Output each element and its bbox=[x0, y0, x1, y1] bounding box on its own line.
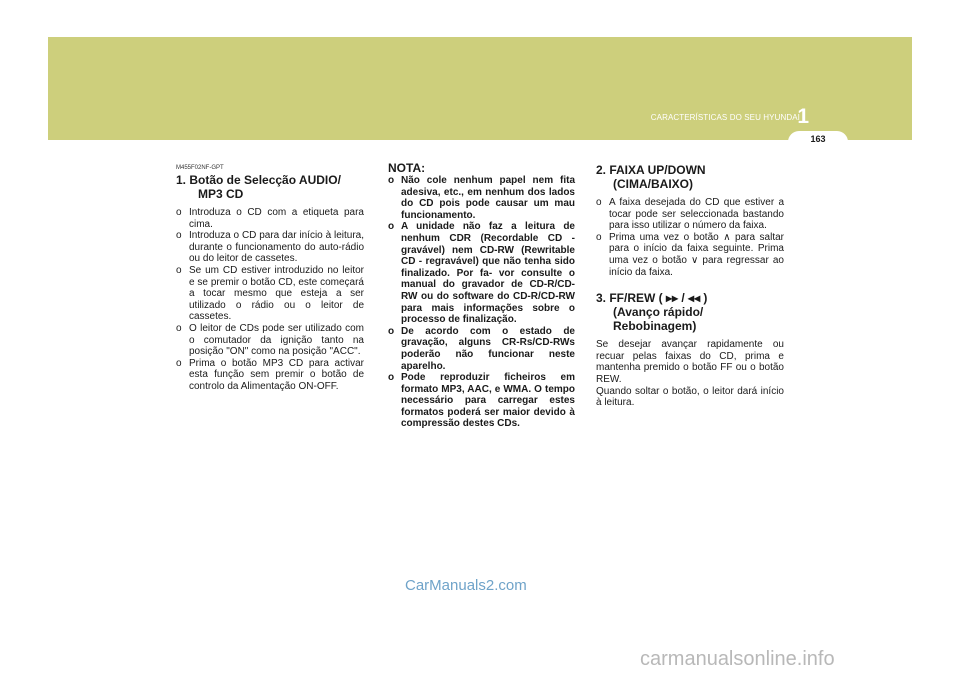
column-track-controls bbox=[596, 160, 784, 409]
page-number: 163 bbox=[810, 134, 826, 144]
nota-list bbox=[388, 175, 575, 430]
section-heading-audio bbox=[176, 173, 364, 201]
list-item: o Se um CD estiver introduzido no leitor e se premir o botão CD, este começará a tocar mesmo que esteja a ser utilizado o rádio ou o leitor de cassetes. bbox=[176, 264, 364, 323]
bullet-marker: o bbox=[388, 325, 395, 337]
bullet-marker: o bbox=[388, 372, 395, 384]
list-item: o Pode reproduzir ficheiros em formato MP3, AAC, e WMA. O tempo necessário para carregar estes formatos poderá ser maior devido à compressão destes CDs. bbox=[388, 372, 575, 430]
list-item: o A unidade não faz a leitura de nenhum CDR (Recordable CD - gravável) nem CD-RW (Rewritable CD - regravável) que não tenha sido finalizado. Por fa- vor consulte o manual do gravador de CD-R/CD-RW ou do software do CD-R/CD-RW para mais informações sobre o processo de finalização. bbox=[388, 221, 575, 326]
bullet-marker: o bbox=[388, 221, 395, 233]
body-paragraph: Se desejar avançar rapidamente ou recuar pelas faixas do CD, prima e mantenha premido o botão FF ou o botão REW. bbox=[596, 339, 784, 385]
list-item: o Introduza o CD para dar início à leitura, durante o funcionamento do auto-rádio ou do leitor de cassetes. bbox=[176, 230, 364, 265]
column-nota bbox=[388, 160, 575, 430]
list-item: o Prima o botão MP3 CD para activar esta função sem premir o botão de controlo da Alimentação ON-OFF. bbox=[176, 357, 364, 392]
heading-line: 1. Botão de Selecção AUDIO/ bbox=[176, 173, 341, 187]
bullet-list bbox=[176, 207, 364, 393]
section-heading-track bbox=[596, 163, 784, 191]
watermark-carmanualsonline: carmanualsonline.info bbox=[640, 648, 835, 670]
heading-line: 3. FF/REW ( ▸▸ / ◂◂ ) bbox=[596, 291, 708, 306]
list-item: o Prima uma vez o botão ∧ para saltar para o início da faixa seguinte. Prima uma vez o botão ∨ para regressar ao início da faixa. bbox=[596, 231, 784, 278]
bullet-list bbox=[596, 197, 784, 278]
bullet-marker: o bbox=[176, 357, 182, 369]
column-audio-select bbox=[176, 160, 364, 393]
heading-line: MP3 CD bbox=[198, 187, 244, 201]
section-code: M455F02NF-GPT bbox=[176, 165, 224, 171]
heading-line: (CIMA/BAIXO) bbox=[613, 177, 693, 191]
heading-line: (Avanço rápido/ Rebobinagem) bbox=[613, 305, 704, 334]
list-item: o O leitor de CDs pode ser utilizado com o comutador da ignição tanto na posição "ON" como na posição "ACC". bbox=[176, 322, 364, 358]
chapter-title: CARACTERÍSTICAS DO SEU HYUNDAI bbox=[650, 113, 800, 122]
header-band bbox=[48, 37, 912, 140]
section-heading-ffrew bbox=[596, 291, 784, 333]
bullet-marker: o bbox=[388, 175, 395, 186]
bullet-marker: o bbox=[176, 230, 182, 242]
nota-heading: NOTA: bbox=[388, 161, 426, 175]
bullet-marker: o bbox=[176, 322, 182, 334]
bullet-marker: o bbox=[596, 231, 602, 243]
list-item: o Não cole nenhum papel nem fita adesiva, etc., em nenhum dos lados do CD pois pode causar um mau funcionamento. bbox=[388, 175, 575, 221]
bullet-marker: o bbox=[176, 264, 182, 276]
list-item: o Introduza o CD com a etiqueta para cima. bbox=[176, 207, 364, 230]
chapter-number: 1 bbox=[797, 105, 809, 128]
bullet-marker: o bbox=[596, 197, 602, 208]
body-paragraph: Quando soltar o botão, o leitor dará início à leitura. bbox=[596, 385, 784, 409]
bullet-marker: o bbox=[176, 207, 182, 218]
list-item: o A faixa desejada do CD que estiver a tocar pode ser seleccionada bastando para isso utilizar o número da faixa. bbox=[596, 197, 784, 232]
watermark-carmanuals2: CarManuals2.com bbox=[405, 577, 527, 594]
heading-line: 2. FAIXA UP/DOWN bbox=[596, 163, 706, 177]
list-item: o De acordo com o estado de gravação, alguns CR-Rs/CD-RWs poderão não funcionar neste aparelho. bbox=[388, 325, 575, 372]
